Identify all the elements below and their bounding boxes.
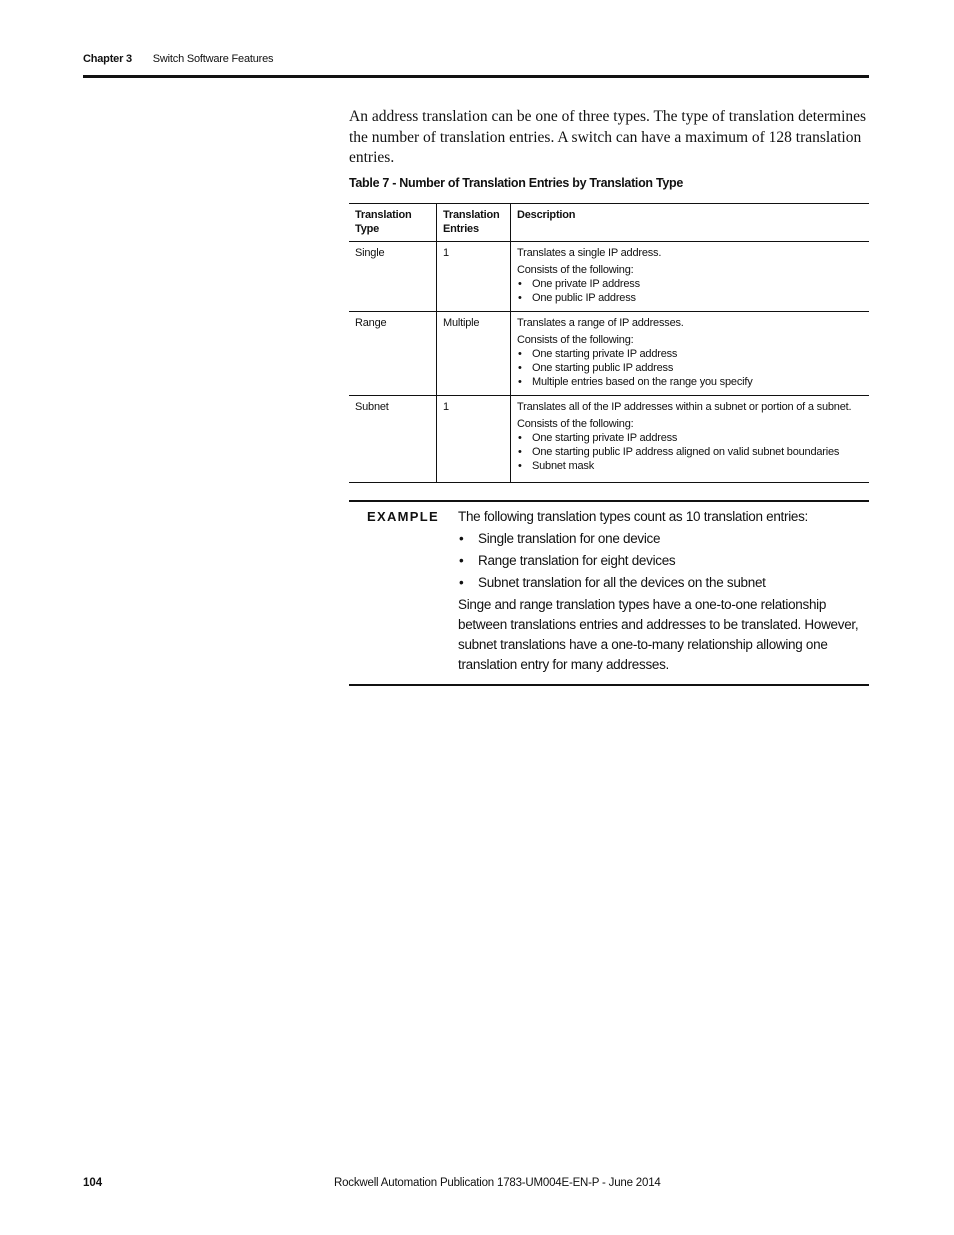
cell-description <box>511 396 870 483</box>
example-bottom-rule <box>349 684 869 686</box>
table-row <box>349 312 869 396</box>
description-summary: Translates a single IP address. <box>517 247 662 259</box>
cell-entries: Multiple <box>437 312 511 396</box>
cell-description <box>511 242 870 312</box>
list-item: • One starting private IP address <box>517 431 863 445</box>
cell-entries: 1 <box>437 396 511 483</box>
list-item: • One starting public IP address aligned on valid subnet boundaries <box>517 445 863 459</box>
list-item: • One starting private IP address <box>517 347 863 361</box>
chapter-title: Switch Software Features <box>152 53 274 65</box>
list-item: • One public IP address <box>517 291 863 305</box>
example-body <box>458 507 863 675</box>
list-item: • One private IP address <box>517 277 863 291</box>
list-item: • Multiple entries based on the range you specify <box>517 375 863 389</box>
example-top-rule <box>349 500 869 502</box>
cell-entries: 1 <box>437 242 511 312</box>
example-lead: The following translation types count as 10 translation entries: <box>458 509 809 524</box>
translation-table <box>349 203 869 483</box>
list-item: • Subnet translation for all the devices on the subnet <box>458 573 863 593</box>
description-consists: Consists of the following: <box>517 264 634 276</box>
list-item: • Subnet mask <box>517 459 863 473</box>
description-consists: Consists of the following: <box>517 418 634 430</box>
page-number: 104 <box>83 1177 103 1189</box>
cell-type: Range <box>349 312 437 396</box>
description-consists: Consists of the following: <box>517 334 634 346</box>
header-translation-entries: Translation Entries <box>437 204 511 242</box>
description-summary: Translates all of the IP addresses within a subnet or portion of a subnet. <box>517 401 852 413</box>
header-description: Description <box>511 204 870 242</box>
chapter-label: Chapter 3 <box>83 53 132 65</box>
header-rule <box>83 75 869 78</box>
intro-paragraph: An address translation can be one of three types. The type of translation determines the number of translation entries. A switch can have a maximum of 128 translation entries. <box>349 108 867 166</box>
cell-type: Single <box>349 242 437 312</box>
list-item: • Range translation for eight devices <box>458 551 863 571</box>
table-row <box>349 396 869 483</box>
table-header-row <box>349 204 869 242</box>
list-item: • One starting public IP address <box>517 361 863 375</box>
publication-info: Rockwell Automation Publication 1783-UM004E-EN-P - June 2014 <box>334 1177 661 1189</box>
example-label: EXAMPLE <box>367 509 439 524</box>
cell-type: Subnet <box>349 396 437 483</box>
list-item: • Single translation for one device <box>458 529 863 549</box>
description-summary: Translates a range of IP addresses. <box>517 317 684 329</box>
example-closing: Singe and range translation types have a one-to-one relationship between translations entries and addresses to be translated. However, subnet translations have a one-to-many relationship allowing one translation entry for many addresses. <box>458 597 859 672</box>
header-translation-type: Translation Type <box>349 204 437 242</box>
table-caption: Table 7 - Number of Translation Entries by Translation Type <box>349 176 683 190</box>
table-row <box>349 242 869 312</box>
cell-description <box>511 312 870 396</box>
running-header <box>83 53 273 65</box>
